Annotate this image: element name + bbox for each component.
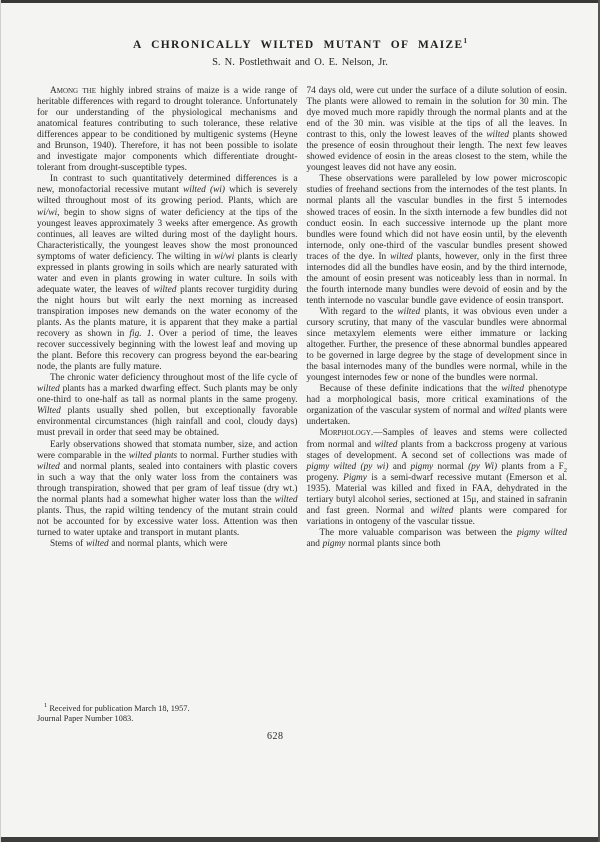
text-run: and normal plants, sealed into containers with plastic covers in such a way that the only water loss from the containers was through transpiration, showed that per gram of leaf tissue (dry wt.) the normal plants had a somewhat higher water loss than the [37,461,298,505]
text-run: (py Wi) [468,461,498,472]
text-run: wilted [486,130,510,141]
text-run: plants were compared for variations in ontogeny of the vascular tissue. [306,505,567,527]
text-run: wilted [390,251,413,262]
paragraph [307,428,568,527]
text-run: Among the [50,86,97,96]
text-run: wilted [501,384,525,395]
text-run: pigmy [410,461,434,472]
text-run: Wilted [37,406,61,417]
text-run: With regard to the [319,306,398,317]
paragraph [307,384,568,428]
scan-border-left [0,0,1,842]
text-run: —Samples of leaves and stems were collected from normal and [306,428,567,450]
text-run: wilted [374,439,398,450]
text-run: Stems of [50,538,86,549]
paragraph [37,373,298,439]
text-run: normal [433,461,469,472]
left-column [37,86,298,550]
right-column [307,86,568,550]
text-run: 1 [44,702,48,710]
paper-authors: S. N. Postlethwait and O. E. Nelson, Jr. [212,57,388,68]
text-run: plants. Thus, the rapid wilting tendency of the mutant strain could not be accounted for by excessive water loss. Attention was then turned to water uptake and transport in mutant plants. [37,505,298,538]
text-run: Morphology. [319,428,374,439]
scan-border-top [0,0,600,3]
text-run: plants, however, only in the first three internodes did all the bundles have eosin, and by the third internode, the amount of eosin present was noticeably less than in normal. In the fourth internode many bundles were devoid of eosin and by the tenth internode no vascular bundle gave evidence of eosin transport. [306,251,567,306]
text-run: plants usually shed pollen, but exceptionally favorable environmental circumstances (high rainfall and cool, cloudy days) must prevail in order that seed may be obtained. [37,406,298,439]
text-run: plants has a marked dwarfing effect. Such plants may be only one-third to one-half as tall as normal plants in the same progeny. [37,384,298,406]
text-run: highly inbred strains of maize is a wide range of heritable differences with regard to drought tolerance. Unfortunately for our understanding of the physiological mechanisms and anatomical features contributing to such tolerance, these relative differences appear to be conditioned by multigenic systems (Heyne and Brunson, 1940). Therefore, it has not been possible to isolate and investigate major components which differentiate drought-tolerant from drought-susceptible types. [37,86,298,174]
text-run: wi/wi [214,251,235,262]
text-run: wilted [498,406,522,417]
text-run: plants from a F [497,461,564,472]
text-run: wilted [274,494,298,505]
text-run: wilted [37,461,60,472]
paragraph [37,539,298,550]
paragraph [37,440,298,539]
text-run: wi/wi [37,207,58,218]
paragraph [307,86,568,174]
text-run: pigmy wilted (py wi) [306,461,389,472]
text-run: Early observations showed that stomata number, size, and action were comparable in the [37,439,298,461]
paragraph [307,307,568,384]
text-run: wilted (wi) [183,185,225,196]
text-run: 1 [463,37,467,46]
paragraph [37,174,298,373]
text-run: wilted [430,505,454,516]
text-run: , begin to show signs of water deficiency at the tips of the youngest leaves approximately 3 weeks after emergence. As growth continues, all leaves are wilted during most of the daylight hours. Characteristically, the youngest leaves show the most pronounced symptoms of water deficiency. The wilting in [37,207,298,262]
text-run: Pigmy [343,472,367,483]
text-run: to normal. Further studies with [177,450,298,461]
paragraph [307,528,568,550]
text-run: progeny. [306,472,344,483]
text-run: These observations were paralleled by low power microscopic studies of freehand sections from the internodes of the test plants. In normal plants all the vascular bundles in the first 5 internodes showed traces of eosin. In the sixth internode a few bundles did not conduct eosin. In each successive internode up the plant more bundles were found which did not have eosin until, by the eleventh internode, only one-third of the vascular bundles present showed traces of the dye. In [306,174,567,262]
text-run: 74 days old, were cut under the surface of a dilute solution of eosin. The plants were allowed to remain in the solution for 30 min. The dye moved much more rapidly through the normal plants and at the end of the 30 min. was visible at the tips of all the leaves. In contrast to this, only the lowest leaves of the [306,86,567,141]
paragraph [37,714,299,724]
text-run: wilted [397,306,421,317]
text-run: pigmy [322,538,346,549]
text-run: wilted [85,538,109,549]
text-run: plants, it was obvious even under a cursory scrutiny, that many of the vascular bundles were abnormal since metaxylem elements were either immature or lacking altogether. Further, the presence of these abnormal bundles appeared to be governed in large degree by the stage of development since in the basal internodes many of the bundles were normal, while in the youngest internodes few or none of the bundles were normal. [306,306,567,384]
text-run: which is severely wilted throughout most of its growing period. Plants, which are [37,185,298,207]
text-run: and [388,461,411,472]
text-run: wilted [153,284,177,295]
text-run: and normal plants, which were [108,538,228,549]
text-run: wilted [37,384,60,395]
text-run: plants is clearly expressed in plants growing in soils which are nearly saturated with water and even in plants growing in water culture. In soils with adequate water, the leaves of [37,251,298,295]
text-run: plants from a backcross progeny at various stages of development. A second set of collections was made of [306,439,567,461]
text-run: normal plants since both [345,538,441,549]
text-run: fig. 1 [129,329,152,340]
text-run: 2 [563,466,567,474]
paragraph [37,86,298,174]
page-number: 628 [267,731,284,742]
text-run: Journal Paper Number 1083. [37,714,134,724]
text-run: In contrast to such quantitatively determined differences is a new, monofactorial recessive mutant [37,174,298,196]
paragraph [37,704,299,714]
text-run: . Over a period of time, the leaves recover successively beginning with the lowest leaf and moving up the plant. Before this recovery can progress beyond the ear-bearing node, the plants are fully mature. [37,329,298,373]
paragraph [307,174,568,307]
text-run: Because of these definite indications that the [319,384,502,395]
paper-title [0,39,600,51]
text-run: The more valuable comparison was between the [319,527,517,538]
text-run: pigmy wilted [516,527,568,538]
footnote [37,704,299,725]
two-column-body [37,86,567,550]
text-run: is a semi-dwarf recessive mutant (Emerson et al. 1935). Material was killed and fixed in FAA, dehydrated in the tertiary butyl alcohol series, sectioned at 15μ, and stained in safranin and fast green. Normal and [306,472,567,516]
text-run: phenotype had a morphological basis, more critical examinations of the organization of the vascular system of normal and [306,384,567,417]
text-run: A CHRONICALLY WILTED MUTANT OF MAIZE [133,39,464,51]
text-run: and [306,538,323,549]
text-run: plants showed the presence of eosin throughout their length. The next few leaves showed evidence of eosin in the areas closest to the stem, while the youngest leaves did not have any eosin. [306,130,567,174]
text-run: Received for publication March 18, 1957. [47,704,190,713]
text-run: The chronic water deficiency throughout most of the life cycle of [50,373,298,384]
text-run: plants were undertaken. [306,406,567,428]
scan-border-bottom [0,837,600,842]
text-run: wilted plants [128,450,178,461]
text-run: plants recover turgidity during the night hours but wilt early the next morning as increased transpiration imposes new demands on the water economy of the plants. As the plants mature, it is apparent that they make a partial recovery as shown in [37,284,298,340]
